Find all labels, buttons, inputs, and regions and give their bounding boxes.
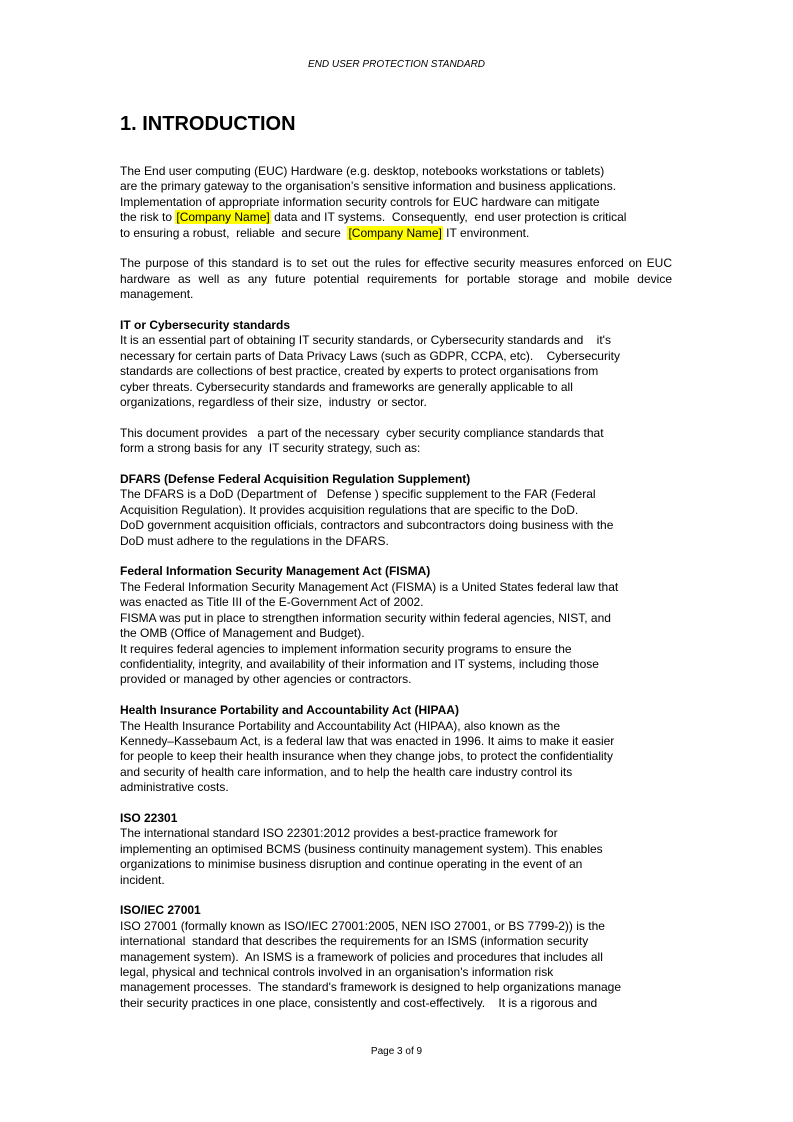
text-line: ISO 27001 (formally known as ISO/IEC 27001:2005, NEN ISO 27001, or BS 7799-2)) is the bbox=[120, 918, 605, 933]
intro-line: are the primary gateway to the organisation’s sensitive information and business applications. bbox=[120, 179, 617, 194]
intro-line: The End user computing (EUC) Hardware (e.g. desktop, notebooks workstations or tablets) bbox=[120, 164, 605, 178]
page-header: END USER PROTECTION STANDARD bbox=[307, 59, 486, 70]
text-line: Kennedy–Kassebaum Act, is a federal law that was enacted in 1996. It aims to make it easier bbox=[120, 733, 615, 748]
text-line: This document provides a part of the necessary cyber security compliance standards that bbox=[120, 425, 604, 440]
text-line: management system). An ISMS is a framework of policies and procedures that includes all bbox=[120, 949, 603, 964]
text-line: management processes. The standard's framework is designed to help organizations manage bbox=[120, 980, 622, 995]
text-line: necessary for certain parts of Data Privacy Laws (such as GDPR, CCPA, etc). Cybersecurity bbox=[120, 348, 620, 363]
text-line: organizations, regardless of their size, industry or sector. bbox=[120, 395, 427, 410]
section-block bbox=[120, 703, 672, 795]
section-title: ISO/IEC 27001 bbox=[120, 903, 201, 918]
section-block bbox=[120, 472, 672, 549]
section-paragraph bbox=[120, 426, 672, 457]
of-label: of bbox=[405, 1046, 414, 1057]
section-paragraph bbox=[120, 919, 672, 1011]
text-line: international standard that describes the requirements for an ISMS (information security bbox=[120, 934, 589, 949]
section-paragraph bbox=[120, 826, 672, 888]
text-line: was enacted as Title III of the E-Government Act of 2002. bbox=[120, 595, 424, 610]
intro-paragraph bbox=[120, 164, 672, 241]
text-line: legal, physical and technical controls involved in an organisation's information risk bbox=[120, 965, 554, 979]
page-total: 9 bbox=[416, 1046, 423, 1057]
text-line: the OMB (Office of Management and Budget). bbox=[120, 626, 365, 641]
section-title: Health Insurance Portability and Accountability Act (HIPAA) bbox=[120, 703, 459, 718]
text-line: incident. bbox=[120, 872, 165, 887]
intro-text: to ensuring a robust, reliable and secure bbox=[120, 225, 348, 240]
section-title: DFARS (Defense Federal Acquisition Regulation Supplement) bbox=[120, 472, 471, 487]
text-line: standards are collections of best practice, created by experts to protect organisations from bbox=[120, 364, 599, 379]
section-block bbox=[120, 564, 672, 687]
section-paragraph bbox=[120, 487, 672, 549]
section-block bbox=[120, 811, 672, 888]
text-line: for people to keep their health insurance when they change jobs, to protect the confidentiality bbox=[120, 749, 613, 764]
text-line: organizations to minimise business disruption and continue operating in the event of an bbox=[120, 857, 583, 872]
purpose-paragraph: The purpose of this standard is to set out the rules for effective security measures enforced on EUC hardware as well as any future potential requirements for portable storage and mobile device management. bbox=[120, 256, 672, 302]
section-block bbox=[120, 426, 672, 457]
page-footer bbox=[0, 1046, 793, 1057]
intro-line bbox=[120, 226, 672, 241]
section-block bbox=[120, 903, 672, 1011]
sections-container bbox=[120, 318, 672, 1011]
section-heading: 1. INTRODUCTION bbox=[120, 113, 296, 135]
intro-text: data and IT systems. Consequently, end user protection is critical bbox=[270, 210, 627, 225]
section-paragraph bbox=[120, 580, 672, 688]
text-line: form a strong basis for any IT security strategy, such as: bbox=[120, 441, 421, 456]
text-line: FISMA was put in place to strengthen information security within federal agencies, NIST, and bbox=[120, 610, 611, 625]
text-line: confidentiality, integrity, and availability of their information and IT systems, including those bbox=[120, 656, 599, 671]
text-line: their security practices in one place, consistently and cost-effectively. It is a rigorous and bbox=[120, 995, 598, 1010]
text-line: The Health Insurance Portability and Accountability Act (HIPAA), also known as the bbox=[120, 718, 561, 733]
text-line: DoD government acquisition officials, contractors and subcontractors doing business with the bbox=[120, 518, 614, 533]
section-block bbox=[120, 318, 672, 410]
text-line: and security of health care information, and to help the health care industry control its bbox=[120, 764, 573, 779]
intro-text: the risk to bbox=[120, 210, 176, 225]
section-paragraph bbox=[120, 719, 672, 796]
intro-line bbox=[120, 210, 672, 225]
company-name-placeholder: [Company Name] bbox=[348, 225, 442, 240]
text-line: The DFARS is a DoD (Department of Defense ) specific supplement to the FAR (Federal bbox=[120, 487, 596, 502]
page-label: Page bbox=[370, 1046, 395, 1057]
section-title: Federal Information Security Management Act (FISMA) bbox=[120, 564, 431, 579]
text-line: provided or managed by other agencies or contractors. bbox=[120, 672, 412, 687]
text-line: administrative costs. bbox=[120, 780, 229, 795]
page-number: 3 bbox=[397, 1046, 403, 1057]
section-title: IT or Cybersecurity standards bbox=[120, 318, 291, 333]
text-line: Acquisition Regulation). It provides acquisition regulations that are specific to the DoD. bbox=[120, 502, 579, 517]
intro-line: Implementation of appropriate information security controls for EUC hardware can mitigate bbox=[120, 194, 600, 209]
intro-text: IT environment. bbox=[442, 225, 530, 240]
text-line: cyber threats. Cybersecurity standards and frameworks are generally applicable to all bbox=[120, 379, 573, 394]
document-body bbox=[120, 112, 672, 1027]
company-name-placeholder: [Company Name] bbox=[176, 210, 270, 225]
text-line: implementing an optimised BCMS (business continuity management system). This enables bbox=[120, 841, 603, 856]
section-title: ISO 22301 bbox=[120, 810, 178, 825]
text-line: DoD must adhere to the regulations in the DFARS. bbox=[120, 533, 389, 548]
text-line: It requires federal agencies to implement information security programs to ensure the bbox=[120, 641, 572, 656]
section-paragraph bbox=[120, 333, 672, 410]
text-line: The international standard ISO 22301:2012 provides a best-practice framework for bbox=[120, 826, 558, 841]
text-line: It is an essential part of obtaining IT security standards, or Cybersecurity standards and it's bbox=[120, 333, 611, 348]
text-line: The Federal Information Security Management Act (FISMA) is a United States federal law that bbox=[120, 579, 619, 594]
